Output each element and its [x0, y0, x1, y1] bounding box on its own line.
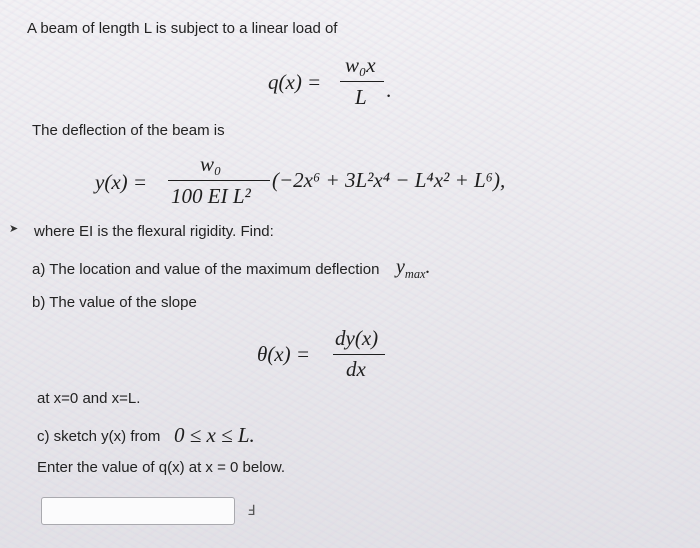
- deflection-fraction-bar: [168, 180, 270, 181]
- part-a-text: a) The location and value of the maximum deflection: [32, 261, 380, 278]
- deflection-equation-lhs: y(x) =: [95, 170, 148, 194]
- deflection-equation-polynomial: (−2x⁶ + 3L²x⁴ − L⁴x² + L⁶),: [272, 168, 506, 192]
- load-equation-numerator: w₀x: [345, 53, 376, 77]
- load-equation-denominator: L: [355, 85, 367, 109]
- deflection-intro-text: The deflection of the beam is: [32, 122, 225, 139]
- load-equation-lhs: q(x) =: [268, 70, 322, 94]
- slope-equation-denominator: dx: [346, 357, 366, 381]
- at-endpoints-text: at x=0 and x=L.: [37, 390, 141, 407]
- deflection-equation-numerator: w₀: [200, 152, 222, 176]
- cursor-arrow-icon: ➤: [9, 223, 19, 235]
- spell-check-icon[interactable]: Ⅎ: [247, 503, 256, 519]
- answer-prompt-text: Enter the value of q(x) at x = 0 below.: [37, 459, 286, 476]
- load-equation-period: .: [386, 78, 392, 102]
- slope-fraction-bar: [333, 354, 385, 355]
- part-a-variable: $y_{max}$.: [396, 256, 431, 281]
- part-c-range: 0 ≤ x ≤ L.: [174, 423, 255, 447]
- answer-input[interactable]: [41, 497, 235, 525]
- slope-equation-lhs: θ(x) =: [257, 342, 311, 366]
- slope-equation-numerator: dy(x): [335, 326, 379, 350]
- deflection-equation-denominator: 100 EI L²: [171, 184, 251, 208]
- load-fraction-bar: [340, 81, 384, 82]
- intro-text: A beam of length L is subject to a linear load of: [27, 20, 338, 37]
- part-c-text: c) sketch y(x) from: [37, 428, 161, 445]
- where-text: where EI is the flexural rigidity. Find:: [34, 223, 274, 240]
- part-b-text: b) The value of the slope: [32, 294, 197, 311]
